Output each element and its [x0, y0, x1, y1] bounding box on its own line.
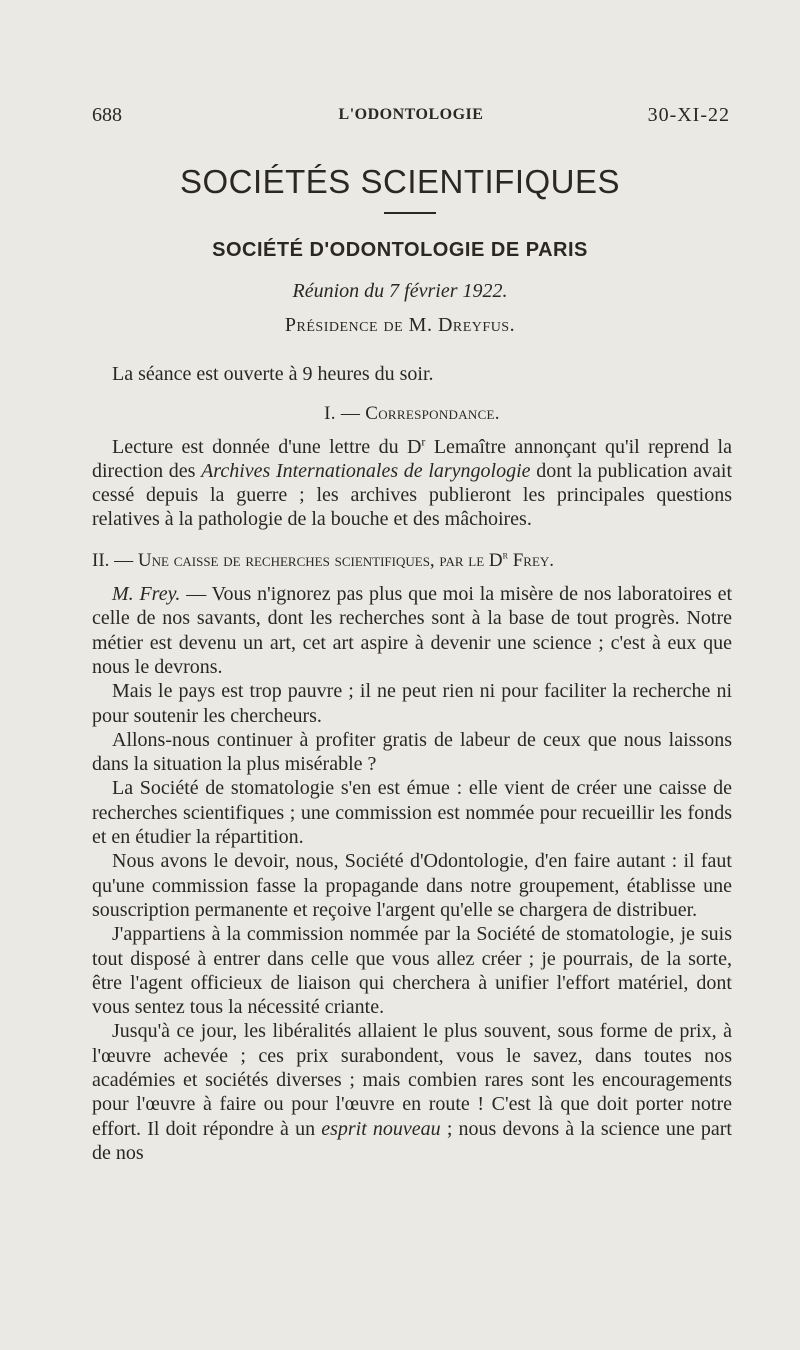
paragraph-correspondance: Lecture est donnée d'une lettre du $D^r$ Lemaître annonçant qu'il reprend la direction des Archives Internationales de laryngologie dont la publication avait cessé depuis la guerre ; les archives publieront les principales questions relatives à la pathologie de la bouche et des mâchoires.: [92, 433, 732, 531]
opening-paragraph: La séance est ouverte à 9 heures du soir.: [112, 363, 434, 385]
section-heading-caisse: II. — Une caisse de recherches scientifiques, par le $D^r$ Frey.: [92, 547, 555, 571]
paragraph-frey-5: Nous avons le devoir, nous, Société d'Odontologie, d'en faire autant : il faut qu'une commission fasse la propagande dans notre groupement, établisse une souscription permanente et reçoive l'argent qu'elle se chargera de distribuer.: [92, 850, 732, 921]
meeting-date: Réunion du 7 février 1922.: [292, 280, 508, 302]
speaker-name: M. Frey.: [112, 583, 181, 606]
section-heading-correspondance: I. — Correspondance.: [324, 403, 500, 425]
article-body: [92, 362, 732, 1165]
section-title: SOCIÉTÉS SCIENTIFIQUES: [179, 163, 621, 200]
paragraph-frey-6: J'appartiens à la commission nommée par la Société de stomatologie, je suis tout disposé à entrer dans celle que vous allez créer ; je pourrais, de la sorte, être l'agent officieux de liaison qui cherchera à unifier l'effort matériel, dont vous sentez tous la nécessité criante.: [92, 923, 732, 1019]
paragraph-frey-3: Allons-nous continuer à profiter gratis de labeur de ceux que nous laissons dans la situation la plus misérable ?: [92, 728, 732, 776]
page-number: 688: [92, 104, 122, 126]
journal-title: L'ODONTOLOGIE: [338, 106, 484, 123]
title-divider: [384, 212, 436, 214]
paragraph-frey-4: La Société de stomatologie s'en est émue : elle vient de créer une caisse de recherches scientifiques ; une commission est nommée pour recueillir les fonds et en étudier la répartition.: [92, 777, 732, 849]
society-subtitle: SOCIÉTÉ D'ODONTOLOGIE DE PARIS: [212, 239, 588, 261]
issue-date: 30-XI-22: [647, 104, 730, 126]
running-header: [92, 104, 730, 134]
presidency-line: Présidence de M. Dreyfus.: [284, 314, 516, 336]
paragraph-frey-7: Jusqu'à ce jour, les libéralités allaient le plus souvent, sous forme de prix, à l'œuvre achevée ; ces prix surabondent, vous le savez, dans toutes nos académies et sociétés diverses ; mais combien rares sont les encouragements pour l'œuvre à faire ou pour l'œuvre en route ! C'est là que doit porter notre effort. Il doit répondre à un esprit nouveau ; nous devons à la science une part de nos: [92, 1020, 732, 1164]
paragraph-frey-2: Mais le pays est trop pauvre ; il ne peut rien ni pour faciliter la recherche ni pour soutenir les chercheurs.: [92, 680, 732, 727]
paragraph-frey-1: M. Frey. — Vous n'ignorez pas plus que moi la misère de nos laboratoires et celle de nos savants, dont les recherches sont à la base de tout progrès. Notre métier est devenu un art, cet art aspire à devenir une science ; c'est à eux que nous le devrons.: [92, 583, 733, 678]
